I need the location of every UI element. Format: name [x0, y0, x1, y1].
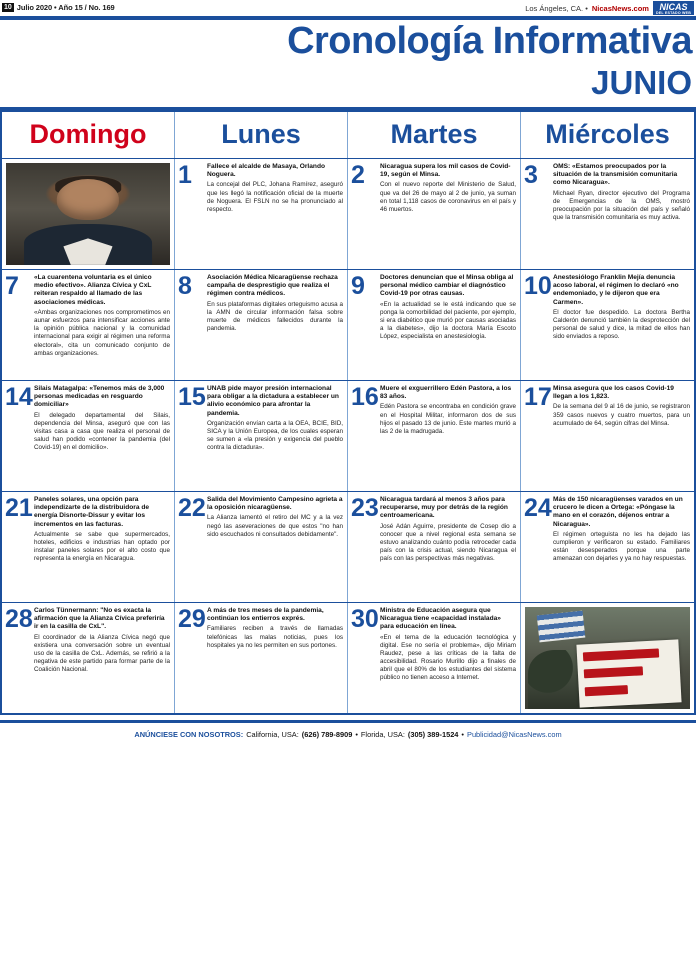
- day-of-week-header: [2, 112, 694, 158]
- entry-body: Familiares reciben a través de llamadas telefónicas las malas noticias, pues los hospitales ya no les permiten en sus portones.: [207, 625, 343, 649]
- entry-body: De la semana del 9 al 16 de junio, se registraron 359 casos nuevos y cuatro muertos, para un acumulado de 64, según cifras del Minsa.: [553, 403, 690, 427]
- calendar-cell: [348, 492, 521, 602]
- calendar-cell: [175, 270, 348, 380]
- sign-line: [585, 685, 628, 696]
- calendar-cell: [175, 381, 348, 491]
- calendar-week: [2, 602, 694, 713]
- entry-body: En sus plataformas digitales orteguismo acusa a la AMN de circular información falsa sobre muerte de médicos fallecidos durante la pandemia.: [207, 300, 343, 333]
- calendar-cell: [2, 492, 175, 602]
- dow-domingo: Domingo: [2, 112, 175, 158]
- month-title: JUNIO: [591, 65, 692, 99]
- entry-headline: Más de 150 nicaragüenses varados en un crucero le dicen a Ortega: «Póngase la mano en el corazón, déjenos entrar a Nicaragua».: [553, 495, 683, 528]
- calendar-cell: [521, 270, 694, 380]
- entry-headline: A más de tres meses de la pandemia, continúan los entierros exprés.: [207, 606, 324, 623]
- nicas-logo: [653, 1, 694, 15]
- entry-headline: Minsa asegura que los casos Covid-19 llegan a los 1,823.: [553, 384, 674, 401]
- day-number: 28: [5, 604, 33, 633]
- entry-body: Edén Pastora se encontraba en condición grave en el Hospital Militar, informaron dos de sus hijos el pasado 13 de junio. Este martes murió a las 2 de la madrugada.: [380, 403, 516, 435]
- day-number: 23: [351, 493, 379, 522]
- entry-headline: Asociación Médica Nicaragüense rechaza campaña de desprestigio que realiza el régimen contra médicos.: [207, 273, 338, 298]
- calendar-entry: [380, 385, 516, 487]
- calendar-entry: [34, 496, 170, 598]
- day-number: 22: [178, 493, 206, 522]
- day-number: 1: [178, 160, 192, 189]
- entry-headline: «La cuarentena voluntaria es el único medio efectivo». Alianza Cívica y CxL reiteran respaldo al llamado de las asociaciones médicas.: [34, 273, 152, 306]
- day-number: 3: [524, 160, 538, 189]
- entry-headline: Doctores denuncian que el Minsa obliga al personal médico cambiar el diagnóstico Covid-19 por otras causas.: [380, 273, 514, 298]
- calendar-cell: [175, 159, 348, 269]
- day-number: 7: [5, 271, 19, 300]
- calendar-entry: [380, 274, 516, 376]
- entry-body: Con el nuevo reporte del Ministerio de Salud, que va del 26 de mayo al 2 de junio, ya suman en total 1,118 casos de coronavirus en el país y 46 muertos.: [380, 181, 516, 213]
- sign-line: [583, 648, 659, 661]
- calendar-entry: [207, 274, 343, 376]
- calendar-cell: [521, 492, 694, 602]
- entry-body: El coordinador de la Alianza Cívica negó que existiera una conversación sobre un eventual uso de la casilla de CxL. Además, se refirió a la negativa de este partido para formar parte de la Coalición Nacional.: [34, 633, 170, 674]
- day-number: 21: [5, 493, 33, 522]
- day-number: 24: [524, 493, 552, 522]
- entry-body: Actualmente se sabe que supermercados, hoteles, edificios e industrias han optado por instalar paneles solares por el alto costo que representa la energía en Nicaragua.: [34, 530, 170, 563]
- issue-badge: 10: [4, 4, 12, 11]
- day-number: 9: [351, 271, 365, 300]
- calendar-cell-photo: [2, 159, 175, 269]
- nicas-logo-subtext: DEL ESTADO WEB: [655, 11, 691, 16]
- entry-body: La Alianza lamentó el retiro del MC y a la vez negó las aseveraciones de que estos "no han sido escuchados ni consultados debidamente".: [207, 514, 343, 538]
- entry-headline: Paneles solares, una opción para independizarte de la distribuidora de energía Disnorte-Dissur y evitar los incrementos en las facturas.: [34, 495, 150, 528]
- city-label: Los Ángeles, CA. •: [525, 3, 588, 13]
- calendar-entry: [34, 385, 170, 487]
- calendar-cell: [348, 270, 521, 380]
- footer-ad-bar: [0, 723, 696, 747]
- entry-headline: Fallece el alcalde de Masaya, Orlando Noguera.: [207, 162, 326, 179]
- calendar-cell: [348, 159, 521, 269]
- nicas-logo-text: NICAS: [659, 1, 688, 12]
- calendar-cell: [521, 159, 694, 269]
- calendar-entry: [34, 607, 170, 709]
- entry-body: «Ambas organizaciones nos comprometimos en aunar esfuerzos para intensificar acciones ante la opinión pública nacional y la comunidad internacional para exigir al régimen una reforma electoral», cita un comunicado conjunto de ambas organizaciones.: [34, 308, 170, 357]
- entry-body: Michael Ryan, director ejecutivo del Programa de Emergencias de la OMS, mostró preocupación por la situación del país y señaló que la transmisión comunitaria es muy activa.: [553, 189, 690, 222]
- sign-line: [584, 666, 644, 678]
- entry-body: El doctor fue despedido. La doctora Bertha Calderón denunció también la desprotección del personal de salud y dice, la mitad de ellos han sido enviados a reposo.: [553, 308, 690, 341]
- entry-body: La concejal del PLC, Johana Ramírez, aseguró que les llegó la notificación oficial de la muerte de Noguera. El FSLN no se ha pronunciado al respecto.: [207, 181, 343, 213]
- issue-date-line: Julio 2020 • Año 15 / No. 169: [16, 3, 115, 12]
- calendar-week: [2, 269, 694, 380]
- dow-miercoles: Miércoles: [545, 119, 670, 150]
- entry-headline: UNAB pide mayor presión internacional para obligar a la dictadura a establecer un alivio económico para afrontar la pandemia.: [207, 384, 339, 417]
- entry-headline: Muere el exguerrillero Edén Pastora, a los 83 años.: [380, 384, 512, 401]
- top-bar-left: [0, 3, 115, 12]
- entry-headline: Salida del Movimiento Campesino agrieta a la oposición nicaragüense.: [207, 495, 343, 512]
- page-title: Cronología Informativa: [287, 22, 692, 62]
- day-number: 30: [351, 604, 379, 633]
- footer-separator-1: •: [355, 730, 358, 740]
- day-number: 17: [524, 382, 552, 411]
- entry-body: «En el tema de la educación tecnológica y digital. Ese no sería el problema», dijo Miriam Raudez, pese a las críticas de la falta de accesibilidad. Rosario Murillo dijo a finales de abril que el 80% de los estudiantes del sistema público no tienen acceso a Internet.: [380, 633, 516, 682]
- footer-california-phone[interactable]: (626) 789-8909: [301, 730, 353, 740]
- footer-email[interactable]: Publicidad@NicasNews.com: [467, 730, 562, 740]
- footer-florida-label: Florida, USA:: [360, 730, 405, 740]
- dow-martes: Martes: [348, 112, 521, 158]
- calendar-entry: [553, 496, 690, 598]
- day-number: 15: [178, 382, 206, 411]
- entry-headline: Anestesiólogo Franklin Mejía denuncia acoso laboral, el régimen lo declaró «no endemoniado, y le dijeron que era Carmen».: [553, 273, 679, 306]
- entry-body: El régimen orteguista no les ha dejado las cumplieron y verificaron su estado. Familiares están desesperados porque una parte amenazan con dejarles y ya no hay respuestas.: [553, 530, 690, 563]
- calendar-cell: [348, 603, 521, 713]
- footer-separator-2: •: [461, 730, 465, 740]
- protest-flag: [537, 611, 586, 642]
- footer-california-label: California, USA:: [246, 730, 299, 740]
- day-number: 8: [178, 271, 192, 300]
- calendar-entry: [553, 274, 690, 376]
- calendar-cell: [175, 492, 348, 602]
- dow-lunes: Lunes: [175, 112, 348, 158]
- masthead-divider: [0, 107, 696, 112]
- calendar-entry: [553, 385, 690, 487]
- protest-image: [525, 607, 690, 709]
- calendar-entry: [207, 496, 343, 598]
- day-number: 14: [5, 382, 33, 411]
- portrait-image: [6, 163, 170, 265]
- day-number: 10: [524, 271, 552, 300]
- calendar-cell: [2, 603, 175, 713]
- photo-orlando-noguera: [6, 163, 170, 265]
- entry-body: José Adán Aguirre, presidente de Cosep dio a conocer que a nivel regional esta semana se estuvo analizando cuánto podía retroceder cada país con la crisis actual, siendo Nicaragua el país con las perspectivas más negativas.: [380, 522, 516, 563]
- day-number: 16: [351, 382, 379, 411]
- portrait-head: [57, 179, 119, 220]
- calendar-week: [2, 158, 694, 269]
- entry-headline: Ministra de Educación asegura que Nicaragua tiene «capacidad instalada» para educación en línea.: [380, 606, 501, 631]
- calendar-entry: [207, 607, 343, 709]
- calendar-cell: [521, 381, 694, 491]
- calendar-entry: [380, 496, 516, 598]
- entry-headline: Nicaragua tardará al menos 3 años para recuperarse, muy por detrás de la región centroamericana.: [380, 495, 508, 520]
- photo-protest: [525, 607, 690, 709]
- calendar-entry: [34, 274, 170, 376]
- day-number: 29: [178, 604, 206, 633]
- footer-label: ANÚNCIESE CON NOSOTROS:: [134, 730, 244, 740]
- calendar-cell: [348, 381, 521, 491]
- calendar-entry: [380, 607, 516, 709]
- calendar-week: [2, 380, 694, 491]
- entry-body: «En la actualidad se le está indicando que se ponga la comorbilidad del paciente, por ejemplo, si era diabético que murió por causas asociadas a la diabetes», dijo la doctora María Escoto López, especialista en anestesiología.: [380, 300, 516, 341]
- calendar-entry: [380, 163, 516, 265]
- entry-headline: Carlos Tünnermann: "No es exacta la afirmación que la Alianza Cívica preferiría ir en la casilla de CxL".: [34, 606, 165, 631]
- entry-body: El delegado departamental del Silais, dependencia del Minsa, aseguró que con las visitas casa a casa que realiza el personal de salud han podido «contener la pandemia (del Covid-19) en el domicilio».: [34, 411, 170, 452]
- entry-body: Organización envían carta a la OEA, BCIE, BID, SICA y la Unión Europea, de los cuales esperan se sumen a «la presión y exigencia del pueblo contra la dictadura».: [207, 419, 343, 452]
- footer-florida-phone[interactable]: (305) 389-1524: [407, 730, 459, 740]
- website-link[interactable]: NicasNews.com: [591, 3, 649, 13]
- entry-headline: OMS: «Estamos preocupados por la situación de la transmisión comunitaria como Nicaragua».: [553, 162, 678, 187]
- calendar-week: [2, 491, 694, 602]
- calendar-cell: [175, 603, 348, 713]
- calendar-cell-photo: [521, 603, 694, 713]
- top-bar: [0, 0, 696, 16]
- calendar-entry: [207, 163, 343, 265]
- calendar-grid: [0, 112, 696, 715]
- calendar-cell: [2, 270, 175, 380]
- protest-sign: [576, 639, 681, 708]
- day-number: 2: [351, 160, 365, 189]
- entry-headline: Silais Matagalpa: «Tenemos más de 3,000 personas medicadas en resguardo domiciliar»: [34, 384, 165, 409]
- masthead: [0, 20, 696, 112]
- top-bar-right: [525, 0, 694, 16]
- calendar-entry: [553, 163, 690, 265]
- entry-headline: Nicaragua supera los mil casos de Covid-19, según el Minsa.: [380, 162, 511, 179]
- calendar-cell: [2, 381, 175, 491]
- calendar-entry: [207, 385, 343, 487]
